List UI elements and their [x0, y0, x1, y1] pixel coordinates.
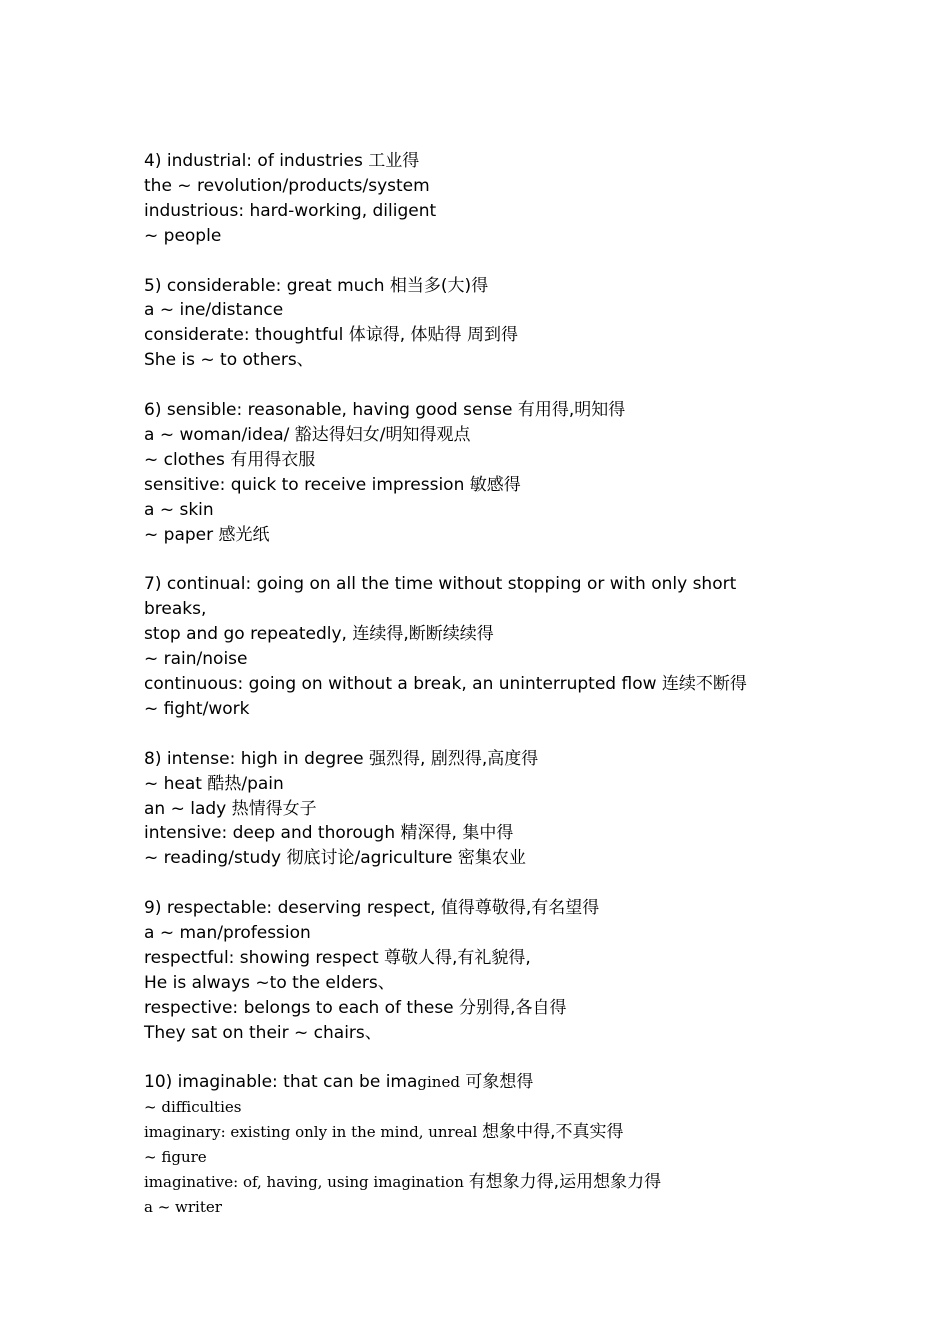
text-line: ~ reading/study 彻底讨论/agriculture 密集农业	[144, 848, 526, 869]
text-line: a ~ ine/distance	[144, 300, 284, 321]
text-line: ~ people	[144, 225, 222, 246]
text-line: the ~ revolution/products/system	[144, 175, 430, 196]
text-line	[144, 1145, 794, 1170]
section-heading-10	[144, 1070, 794, 1095]
text-line: considerate: thoughtful 体谅得, 体贴得 周到得	[144, 325, 518, 346]
text-line: intensive: deep and thorough 精深得, 集中得	[144, 823, 514, 844]
text-line: 9) respectable: deserving respect, 值得尊敬得,有名望得	[144, 898, 600, 919]
text-line: ~ clothes 有用得衣服	[144, 449, 316, 470]
text-line: a ~ skin	[144, 499, 214, 520]
line-latin: ~ difficulties	[144, 1098, 242, 1117]
text-line: a ~ man/profession	[144, 923, 311, 944]
text-line: 4) industrial: of industries 工业得	[144, 151, 420, 171]
text-line	[144, 1195, 794, 1220]
heading-cjk-part: 可象想得	[459, 1072, 534, 1093]
document-body	[144, 149, 794, 1220]
text-line: respectful: showing respect 尊敬人得,有礼貌得,	[144, 947, 531, 968]
line-cjk: 有想象力得,运用想象力得	[468, 1172, 662, 1193]
paragraph-gap	[144, 1046, 794, 1071]
line-latin: imaginative: of, having, using imagination	[144, 1173, 469, 1192]
paragraph-gap	[144, 547, 794, 572]
text-line: She is ~ to others、	[144, 350, 314, 371]
text-line: 8) intense: high in degree 强烈得, 剧烈得,高度得	[144, 748, 539, 769]
line-cjk: 想象中得,不真实得	[482, 1122, 624, 1143]
paragraph-gap	[144, 722, 794, 747]
text-line: stop and go repeatedly, 连续得,断断续续得	[144, 624, 494, 645]
text-line: an ~ lady 热情得女子	[144, 798, 317, 819]
paragraph-gap	[144, 249, 794, 274]
text-line: continuous: going on without a break, an uninterrupted flow 连续不断得	[144, 673, 747, 694]
text-line: industrious: hard-working, diligent	[144, 200, 437, 221]
text-line: a ~ woman/idea/ 豁达得妇女/明知得观点	[144, 424, 471, 445]
text-line	[144, 1120, 794, 1145]
text-line: ~ heat 酷热/pain	[144, 773, 284, 794]
text-line: respective: belongs to each of these 分别得,各自得	[144, 997, 567, 1018]
text-line	[144, 1095, 794, 1120]
text-line	[144, 1170, 794, 1195]
paragraph-gap	[144, 373, 794, 398]
text-line: ~ fight/work	[144, 698, 250, 719]
line-latin: ~ figure	[144, 1148, 207, 1167]
text-line: ~ rain/noise	[144, 649, 248, 670]
text-line: 5) considerable: great much 相当多(大)得	[144, 275, 489, 296]
text-line: sensitive: quick to receive impression 敏感得	[144, 474, 521, 495]
text-line: ~ paper 感光纸	[144, 524, 270, 545]
text-line: 6) sensible: reasonable, having good sense 有用得,明知得	[144, 400, 626, 421]
line-latin: a ~ writer	[144, 1197, 222, 1216]
heading-sans-part: 10) imaginable: that can be ima	[144, 1072, 418, 1093]
paragraph-gap	[144, 871, 794, 896]
heading-serif-part: gined	[417, 1073, 460, 1092]
text-line: He is always ~to the elders、	[144, 972, 395, 993]
text-line: They sat on their ~ chairs、	[144, 1022, 382, 1043]
text-line: 7) continual: going on all the time without stopping or with only short breaks,	[144, 574, 737, 620]
line-latin: imaginary: existing only in the mind, unreal	[144, 1123, 483, 1142]
